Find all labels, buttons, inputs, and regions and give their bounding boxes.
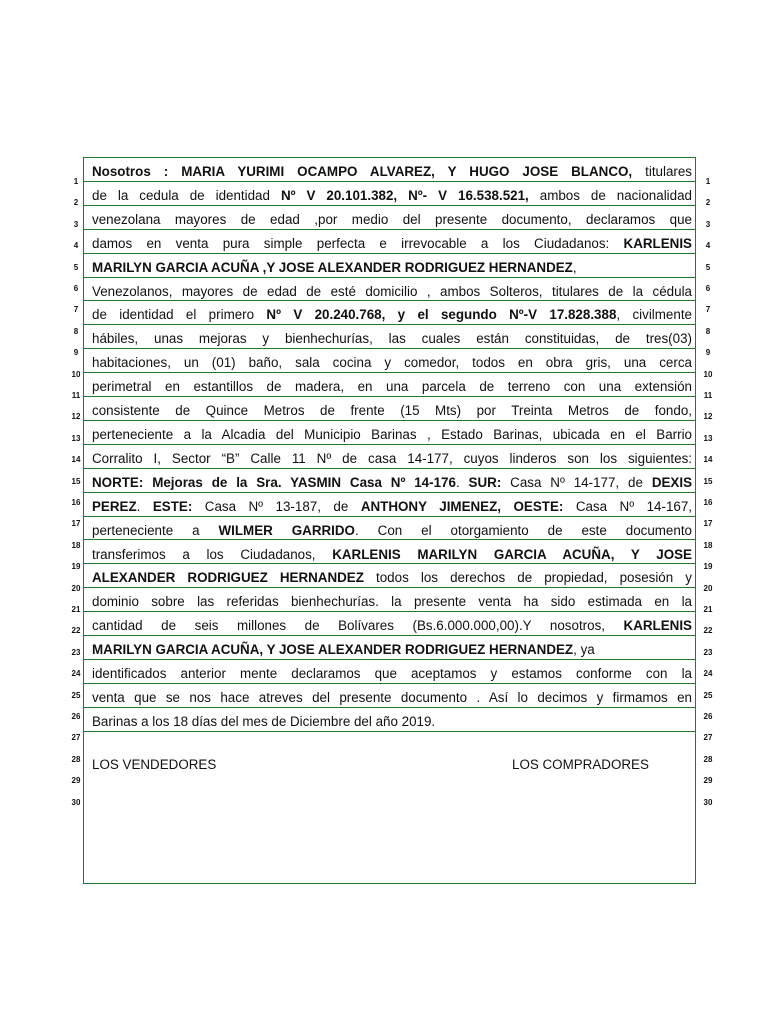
line-number: 17 bbox=[703, 519, 713, 529]
line-number: 23 bbox=[703, 647, 713, 657]
line-number: 16 bbox=[71, 498, 81, 507]
line-number: 12 bbox=[703, 412, 713, 422]
bold-text: MARILYN GARCIA ACUÑA, Y JOSE ALEXANDER RODRIGUEZ HERNANDEZ bbox=[92, 642, 574, 658]
bold-text: ESTE: bbox=[152, 498, 193, 514]
line-number: 28 bbox=[71, 754, 81, 764]
line-number: 13 bbox=[703, 433, 713, 443]
line-number: 3 bbox=[705, 219, 711, 229]
text-line bbox=[92, 399, 692, 423]
line-number: 7 bbox=[73, 305, 79, 315]
sellers-label: LOS VENDEDORES bbox=[92, 757, 217, 772]
text: perteneciente a bbox=[92, 522, 219, 538]
line-number: 14 bbox=[703, 455, 713, 465]
text-line bbox=[92, 327, 692, 351]
text-line bbox=[92, 423, 692, 447]
line-number: 12 bbox=[71, 412, 81, 422]
line-number: 29 bbox=[71, 776, 81, 786]
line-number: 23 bbox=[71, 647, 81, 657]
line-number: 27 bbox=[71, 733, 81, 743]
line-number: 13 bbox=[71, 433, 81, 443]
line-number: 15 bbox=[71, 476, 81, 486]
text: cantidad de seis millones de Bolívares (Bs.6.000.000,00).Y nosotros, bbox=[92, 618, 624, 634]
bold-text: Nº V 20.240.768, y el segundo Nº-V 17.828.388 bbox=[266, 307, 617, 323]
text-line bbox=[92, 543, 692, 567]
line-number: 17 bbox=[71, 519, 81, 529]
text-line bbox=[92, 208, 692, 232]
text-line bbox=[92, 566, 692, 590]
line-number: 20 bbox=[71, 583, 81, 593]
line-number: 26 bbox=[71, 712, 81, 721]
text: transferimos a los Ciudadanos, bbox=[92, 546, 333, 562]
line-number: 7 bbox=[705, 305, 711, 315]
line-number: 21 bbox=[71, 605, 81, 614]
line-number: 16 bbox=[703, 498, 713, 507]
text-line bbox=[92, 519, 692, 543]
text-line bbox=[92, 662, 692, 686]
line-number: 1 bbox=[705, 177, 711, 186]
line-number: 20 bbox=[703, 583, 713, 593]
text-line bbox=[92, 232, 692, 256]
text: venezolana mayores de edad ,por medio del presente documento, declaramos que bbox=[92, 211, 692, 227]
text: . Con el otorgamiento de este documento bbox=[354, 522, 692, 538]
text-line bbox=[92, 303, 692, 327]
line-number: 1 bbox=[73, 177, 79, 186]
line-number: 18 bbox=[71, 540, 81, 550]
buyers-label: LOS COMPRADORES bbox=[512, 757, 649, 772]
line-number: 9 bbox=[705, 348, 711, 358]
text-line bbox=[92, 280, 692, 304]
line-number: 29 bbox=[703, 776, 713, 786]
text-line bbox=[92, 184, 692, 208]
text: Corralito I, Sector “B” Calle 11 Nº de casa 14-177, cuyos linderos son los siguientes: bbox=[92, 450, 692, 466]
line-number: 10 bbox=[703, 369, 713, 379]
text: Venezolanos, mayores de edad de esté domicilio , ambos Solteros, titulares de la cédula bbox=[92, 283, 692, 299]
line-number: 11 bbox=[71, 391, 81, 400]
text: habitaciones, un (01) baño, sala cocina y comedor, todos en obra gris, una cerca bbox=[92, 355, 692, 371]
text-line bbox=[92, 351, 692, 375]
line-number: 4 bbox=[705, 241, 711, 251]
text: Barinas a los 18 días del mes de Diciembre del año 2019. bbox=[92, 713, 436, 729]
line-number: 10 bbox=[71, 369, 81, 379]
text: todos los derechos de propiedad, posesión y bbox=[363, 570, 692, 586]
text-line bbox=[92, 638, 692, 662]
line-number: 5 bbox=[73, 262, 79, 272]
bold-text: DEXIS bbox=[651, 474, 692, 490]
text: perteneciente a la Alcadia del Municipio Barinas , Estado Barinas, ubicada en el Barrio bbox=[92, 426, 692, 442]
bold-text: KARLENIS MARILYN GARCIA ACUÑA, Y JOSE bbox=[332, 546, 692, 562]
line-number: 2 bbox=[705, 198, 711, 208]
line-number: 6 bbox=[705, 284, 711, 293]
line-number: 21 bbox=[703, 605, 713, 614]
line-number: 24 bbox=[703, 669, 713, 679]
text-line bbox=[92, 495, 692, 519]
bold-text: MARILYN GARCIA ACUÑA ,Y JOSE ALEXANDER RODRIGUEZ HERNANDEZ bbox=[92, 259, 573, 275]
text-line bbox=[92, 590, 692, 614]
text-line bbox=[92, 710, 692, 734]
bold-text: PEREZ bbox=[92, 498, 137, 514]
line-number: 14 bbox=[71, 455, 81, 465]
text: damos en venta pura simple perfecta e irrevocable a los Ciudadanos: bbox=[92, 235, 624, 251]
text: consistente de Quince Metros de frente (15 Mts) por Treinta Metros de fondo, bbox=[92, 403, 692, 419]
bold-text: ANTHONY JIMENEZ, OESTE: bbox=[360, 498, 564, 514]
bold-text: ALEXANDER RODRIGUEZ HERNANDEZ bbox=[92, 570, 364, 586]
text: Casa Nº 13-187, de bbox=[192, 498, 361, 514]
line-number: 26 bbox=[703, 712, 713, 721]
text-line bbox=[92, 160, 692, 184]
text: dominio sobre las referidas bienhechurías. la presente venta ha sido estimada en la bbox=[92, 594, 692, 610]
text: perimetral en estantillos de madera, en una parcela de terreno con una extensión bbox=[92, 379, 692, 395]
text: ambos de nacionalidad bbox=[528, 187, 692, 203]
text: de identidad el primero bbox=[92, 307, 267, 323]
line-number: 11 bbox=[703, 391, 713, 400]
text-line bbox=[92, 447, 692, 471]
bold-text: KARLENIS bbox=[623, 235, 692, 251]
line-number: 22 bbox=[71, 626, 81, 636]
line-number: 8 bbox=[73, 326, 79, 336]
text-line bbox=[92, 614, 692, 638]
text-line bbox=[92, 375, 692, 399]
line-number: 30 bbox=[703, 797, 713, 807]
line-number: 9 bbox=[73, 348, 79, 358]
bold-text: SUR: bbox=[468, 474, 502, 490]
text: . bbox=[455, 474, 469, 490]
line-number: 4 bbox=[73, 241, 79, 251]
line-number: 5 bbox=[705, 262, 711, 272]
line-number: 30 bbox=[71, 797, 81, 807]
line-number: 19 bbox=[71, 562, 81, 572]
line-number: 22 bbox=[703, 626, 713, 636]
bold-text: WILMER GARRIDO bbox=[218, 522, 355, 538]
line-number: 15 bbox=[703, 476, 713, 486]
text: , civilmente bbox=[616, 307, 692, 323]
line-number: 6 bbox=[73, 284, 79, 293]
bold-text: Nosotros : MARIA YURIMI OCAMPO ALVAREZ, Y HUGO JOSE BLANCO, bbox=[92, 164, 633, 179]
line-number: 28 bbox=[703, 754, 713, 764]
text: identificados anterior mente declaramos que aceptamos y estamos conforme con la bbox=[92, 666, 692, 682]
text: hábiles, unas mejoras y bienhechurías, las cuales están constituidas, de tres(03) bbox=[92, 331, 692, 347]
line-number: 25 bbox=[71, 690, 81, 700]
text: venta que se nos hace atreves del presente documento . Así lo decimos y firmamos en bbox=[92, 689, 692, 705]
text: . bbox=[136, 498, 153, 514]
text: de la cedula de identidad bbox=[92, 187, 281, 203]
line-number: 18 bbox=[703, 540, 713, 550]
text-line bbox=[92, 471, 692, 495]
text: Casa Nº 14-167, bbox=[563, 498, 693, 514]
text-line bbox=[92, 256, 692, 280]
bold-text: NORTE: Mejoras de la Sra. YASMIN Casa Nº 14-176 bbox=[92, 474, 456, 490]
text: titulares bbox=[632, 164, 693, 179]
text: , bbox=[572, 259, 577, 275]
line-number: 19 bbox=[703, 562, 713, 572]
line-number: 8 bbox=[705, 326, 711, 336]
bold-text: KARLENIS bbox=[623, 618, 692, 634]
line-number: 2 bbox=[73, 198, 79, 208]
line-number: 25 bbox=[703, 690, 713, 700]
text: , ya bbox=[573, 642, 595, 658]
line-number: 3 bbox=[73, 219, 79, 229]
bold-text: Nº V 20.101.382, Nº- V 16.538.521, bbox=[280, 187, 529, 203]
line-number: 27 bbox=[703, 733, 713, 743]
contract-body bbox=[92, 160, 692, 734]
text-line bbox=[92, 686, 692, 710]
text: Casa Nº 14-177, de bbox=[501, 474, 652, 490]
line-number: 24 bbox=[71, 669, 81, 679]
